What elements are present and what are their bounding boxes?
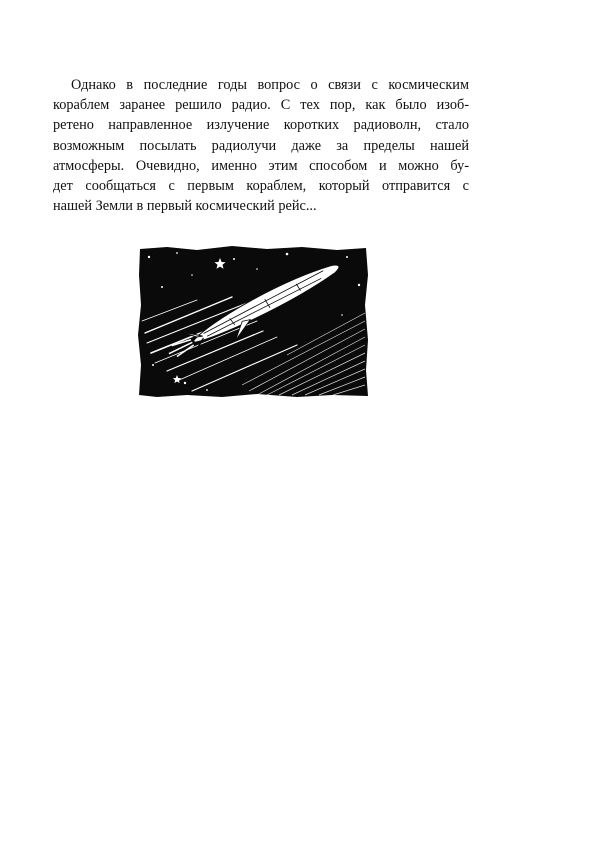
text-line: ретено направленное излучение коротких радиоволн, стало [53, 117, 469, 134]
body-paragraph [53, 75, 469, 216]
rocket-illustration [137, 245, 369, 398]
text-line: кораблем заранее решило радио. С тех пор, как было изоб- [53, 97, 469, 114]
text-line: нашей Земли в первый космический рейс... [53, 198, 317, 215]
text-line: атмосферы. Очевидно, именно этим способом и можно бу- [53, 157, 469, 174]
text-line: возможным посылать радиолучи даже за пределы нашей [53, 137, 469, 154]
text-line: Однако в последние годы вопрос о связи с космическим [71, 77, 469, 93]
text-line: дет сообщаться с первым кораблем, который отправится с [53, 178, 469, 195]
